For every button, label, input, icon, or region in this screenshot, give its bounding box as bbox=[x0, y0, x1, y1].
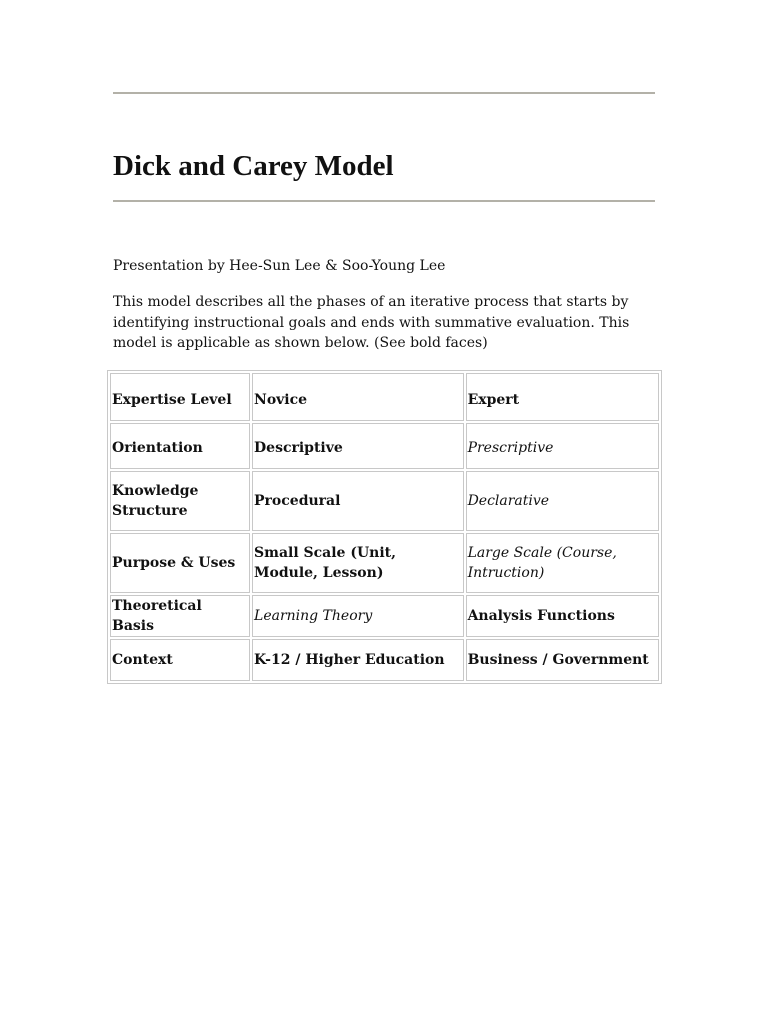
row-label: Context bbox=[110, 639, 250, 681]
table-row-context bbox=[110, 639, 659, 681]
table-row-purpose-uses bbox=[110, 533, 659, 593]
novice-cell: Novice bbox=[252, 373, 464, 421]
expert-cell: Prescriptive bbox=[466, 423, 659, 469]
expert-cell: Business / Government bbox=[466, 639, 659, 681]
novice-cell: Procedural bbox=[252, 471, 464, 531]
row-label: Orientation bbox=[110, 423, 250, 469]
table-row-orientation bbox=[110, 423, 659, 469]
expert-cell: Expert bbox=[466, 373, 659, 421]
expert-cell: Large Scale (Course, Intruction) bbox=[466, 533, 659, 593]
page-title: Dick and Carey Model bbox=[113, 150, 394, 182]
novice-cell: Descriptive bbox=[252, 423, 464, 469]
novice-cell: Small Scale (Unit, Module, Lesson) bbox=[252, 533, 464, 593]
novice-cell: K-12 / Higher Education bbox=[252, 639, 464, 681]
table-row-knowledge-structure bbox=[110, 471, 659, 531]
comparison-table bbox=[107, 370, 662, 684]
byline: Presentation by Hee-Sun Lee & Soo-Young Lee bbox=[113, 258, 446, 274]
table-row-expertise-level bbox=[110, 373, 659, 421]
expert-cell: Declarative bbox=[466, 471, 659, 531]
row-label: Knowledge Structure bbox=[110, 471, 250, 531]
intro-paragraph: This model describes all the phases of an iterative process that starts by identifying instructional goals and ends with summative evaluation. This model is applicable as shown below. (See bold faces) bbox=[113, 294, 630, 351]
row-label: Theoretical Basis bbox=[110, 595, 250, 637]
novice-cell: Learning Theory bbox=[252, 595, 464, 637]
expert-cell: Analysis Functions bbox=[466, 595, 659, 637]
top-divider bbox=[113, 92, 655, 94]
row-label: Purpose & Uses bbox=[110, 533, 250, 593]
row-label: Expertise Level bbox=[110, 373, 250, 421]
table-row-theoretical-basis bbox=[110, 595, 659, 637]
title-divider bbox=[113, 200, 655, 202]
comparison-table-wrapper bbox=[107, 370, 662, 684]
